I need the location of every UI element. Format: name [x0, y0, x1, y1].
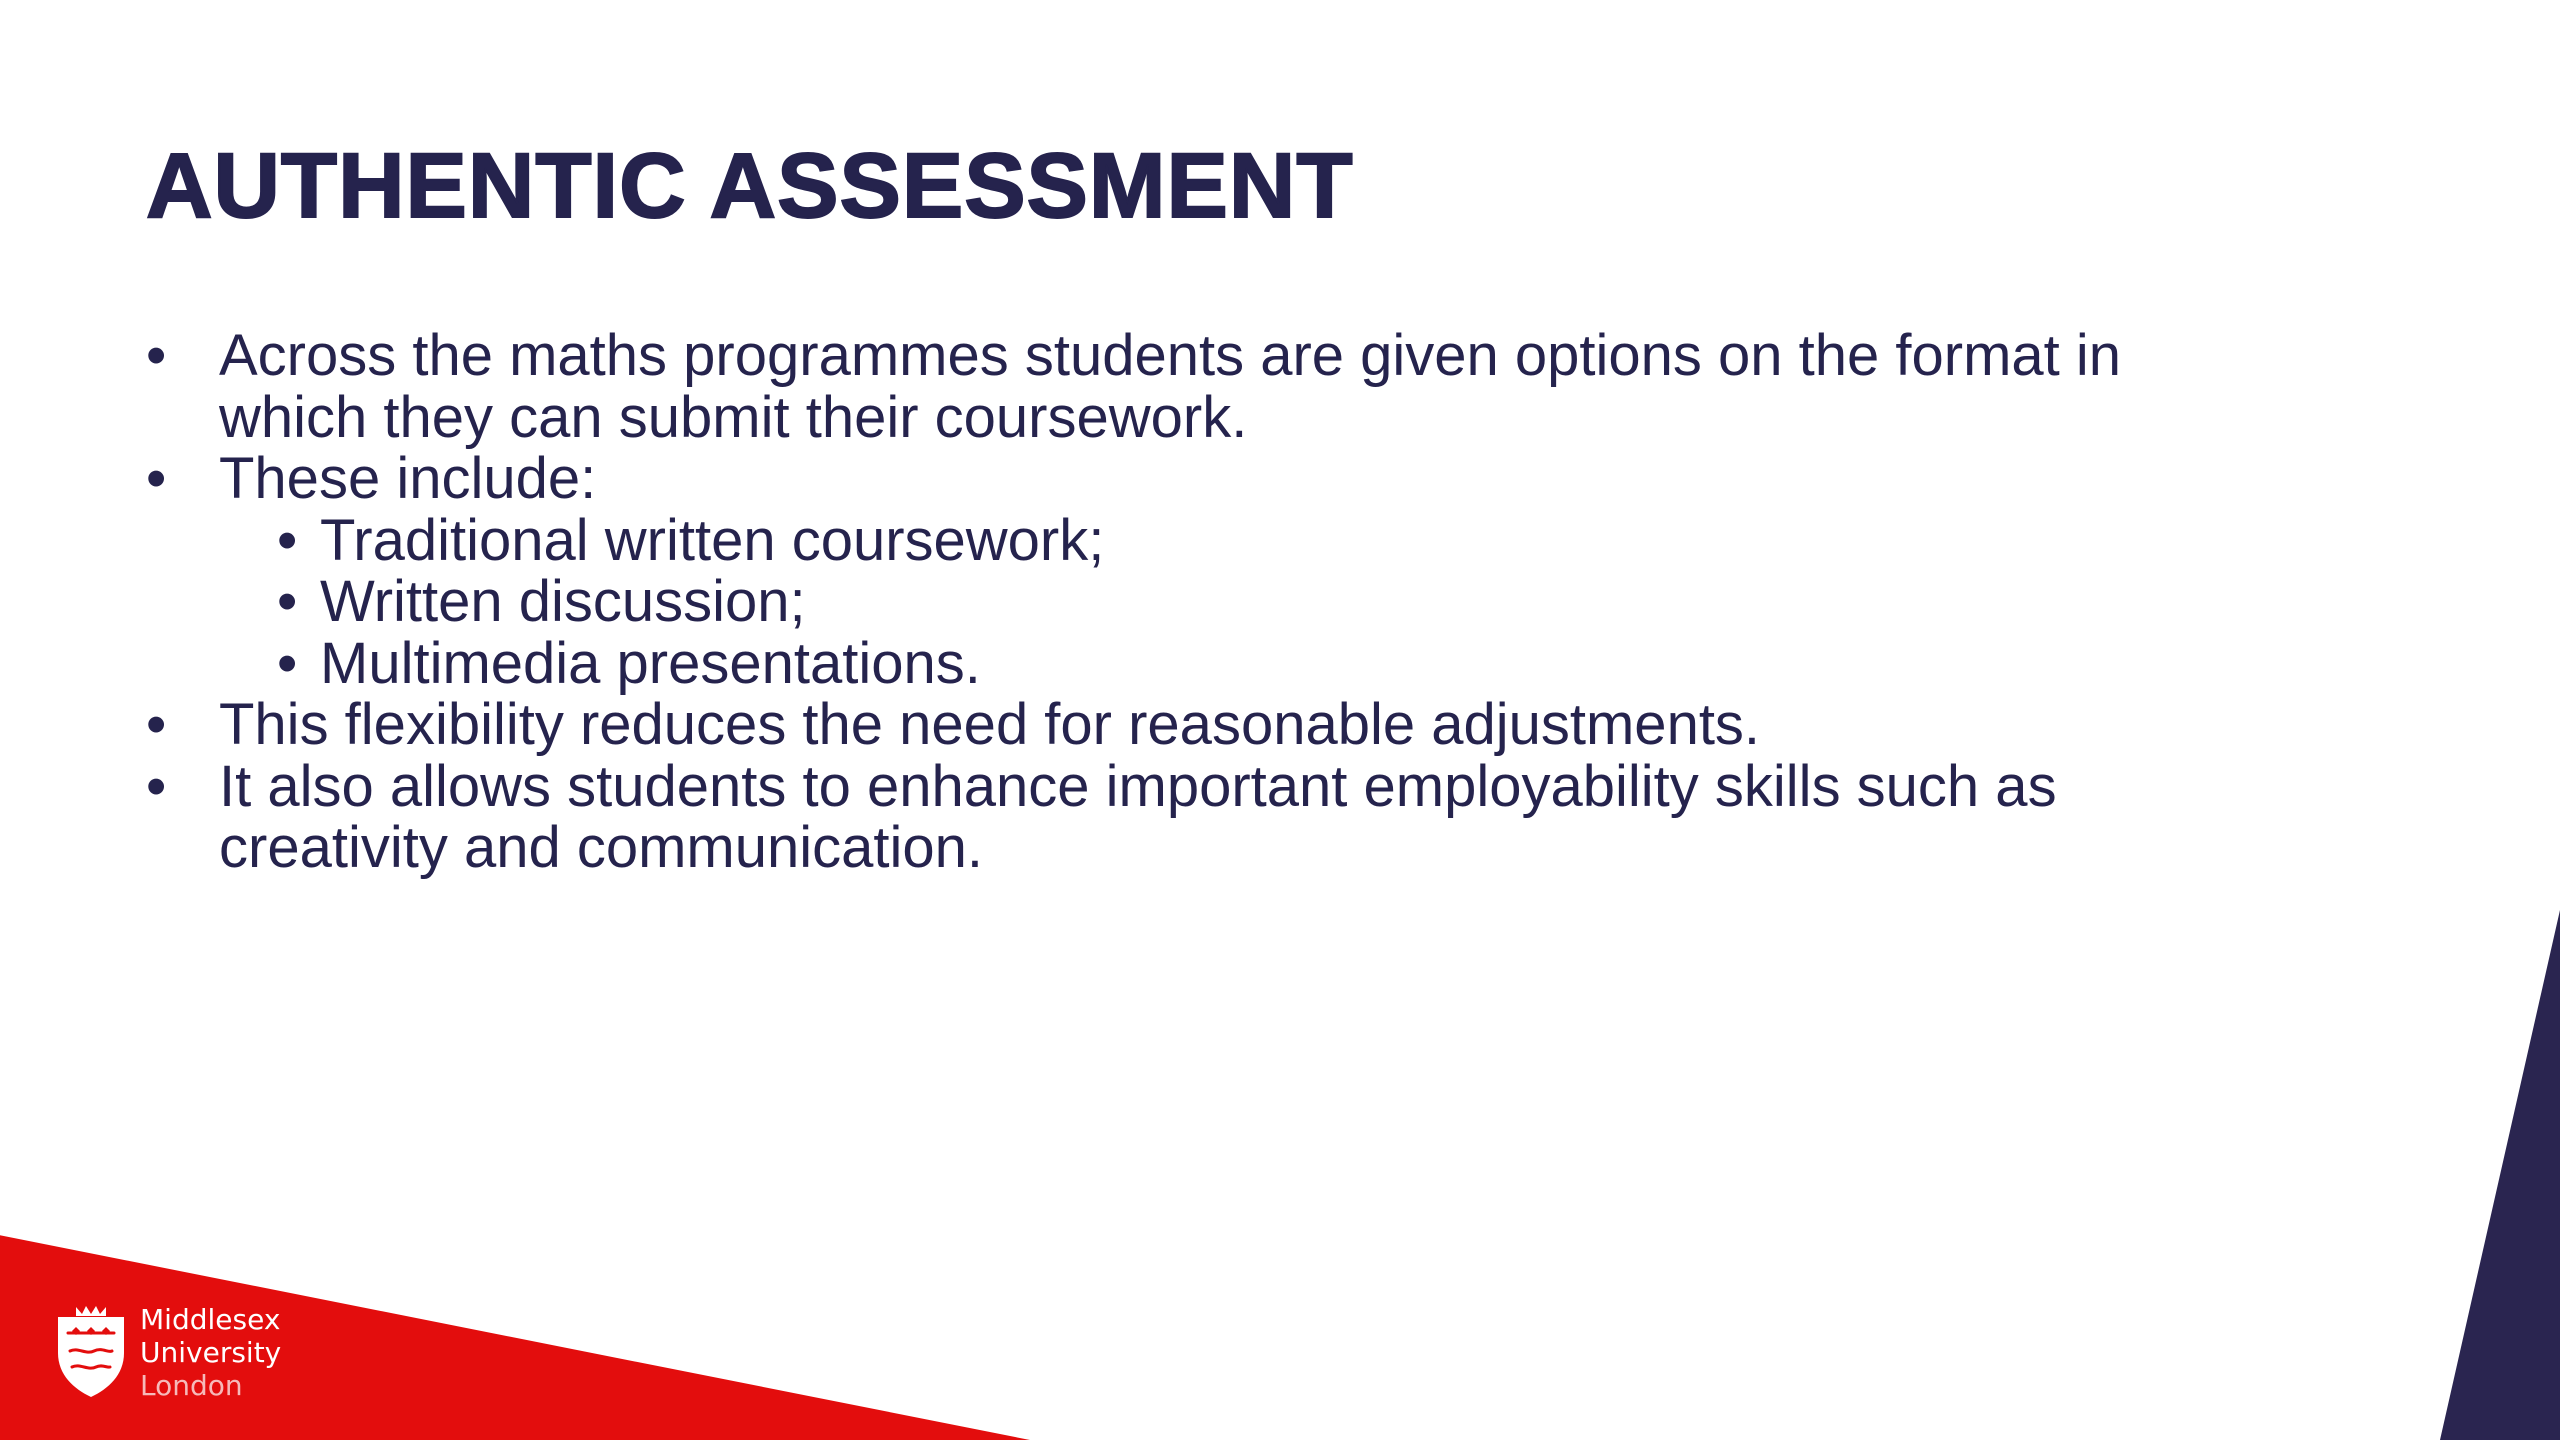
logo-wordmark	[140, 1303, 281, 1402]
sub-bullet-text: Multimedia presentations.	[320, 630, 981, 696]
sub-bullet-item	[146, 630, 2146, 696]
sub-bullet-item	[146, 507, 2146, 573]
bullet-item	[146, 448, 2146, 510]
bullet-marker: •	[146, 323, 167, 388]
navy-decorative-wedge	[2440, 910, 2560, 1440]
bullet-text: Across the maths programmes students are given options on the format in which they can submit their coursework.	[219, 323, 2122, 450]
bullet-item	[146, 753, 2146, 880]
sub-bullet-marker: •	[277, 630, 298, 696]
logo-line-middlesex: Middlesex	[140, 1303, 281, 1336]
bullet-text: It also allows students to enhance important employability skills such as creativity and communication.	[219, 753, 2057, 880]
bullet-marker: •	[146, 753, 167, 819]
sub-bullet-marker: •	[277, 569, 298, 634]
shield-crest-icon	[52, 1303, 130, 1399]
slide-title: AUTHENTIC ASSESSMENT	[146, 135, 1354, 237]
bullet-text: These include:	[219, 446, 597, 511]
sub-bullet-text: Traditional written coursework;	[320, 507, 1105, 573]
sub-bullet-item	[146, 571, 2146, 633]
bullet-marker: •	[146, 692, 167, 757]
logo-line-university: University	[140, 1336, 282, 1369]
logo-line-london: London	[140, 1369, 243, 1402]
bullet-marker: •	[146, 446, 167, 511]
bullet-item	[146, 694, 2146, 756]
bullet-item	[146, 325, 2146, 448]
bullet-list	[146, 325, 2146, 879]
sub-bullet-text: Written discussion;	[320, 569, 806, 634]
bullet-text: This flexibility reduces the need for reasonable adjustments.	[219, 692, 1761, 757]
sub-bullet-marker: •	[277, 507, 298, 573]
university-logo	[52, 1303, 281, 1402]
